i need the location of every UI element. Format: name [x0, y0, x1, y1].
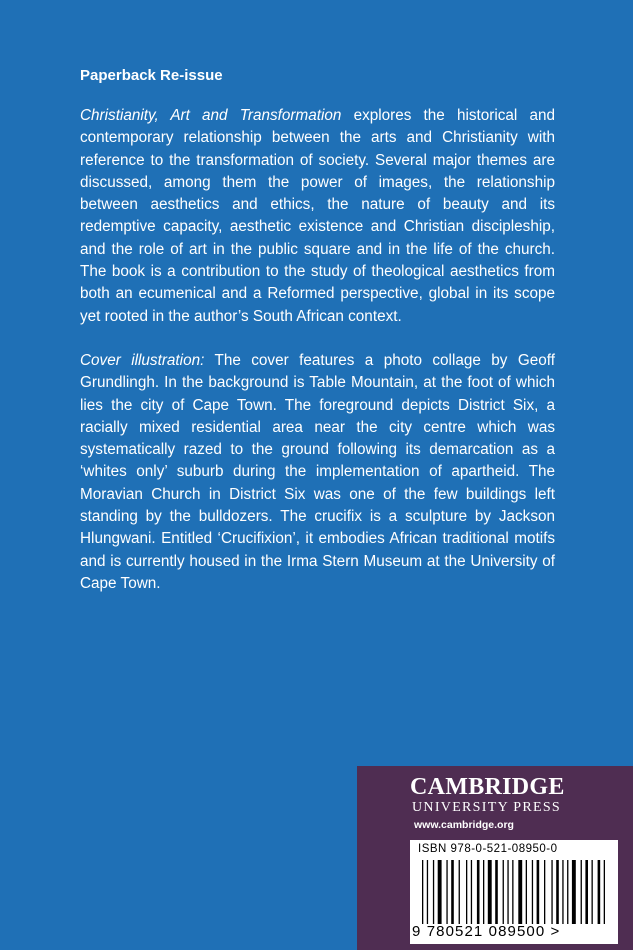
barcode-bar	[495, 860, 498, 924]
barcode-bar	[518, 860, 522, 924]
barcode-bar	[556, 860, 559, 924]
barcode	[410, 840, 618, 944]
barcode-bar	[544, 860, 545, 924]
barcode-bar	[438, 860, 442, 924]
cover-illustration-lead: Cover illustration:	[80, 351, 205, 369]
publisher-name: CAMBRIDGE	[410, 774, 565, 800]
barcode-bar	[459, 860, 460, 924]
barcode-bar	[433, 860, 434, 924]
publisher-subtitle: UNIVERSITY PRESS	[412, 800, 562, 815]
barcode-bar	[562, 860, 563, 924]
publisher-panel	[357, 766, 633, 950]
barcode-bar	[503, 860, 504, 924]
barcode-bar	[422, 860, 423, 924]
barcode-bar	[471, 860, 472, 924]
barcode-bar	[427, 860, 428, 924]
barcode-bar	[477, 860, 480, 924]
barcode-bar	[483, 860, 484, 924]
barcode-bar	[567, 860, 568, 924]
reissue-heading: Paperback Re-issue	[80, 67, 223, 84]
book-title: Christianity, Art and Transformation	[80, 107, 342, 124]
barcode-bar	[572, 860, 576, 924]
barcode-bar	[532, 860, 533, 924]
description-paragraph	[80, 105, 555, 328]
barcode-bars	[416, 860, 612, 924]
blurb	[80, 66, 555, 617]
barcode-bar	[466, 860, 467, 924]
barcode-bar	[488, 860, 492, 924]
description-text: explores the historical and contemporary relationship between the arts and Christianity with reference to the transformation of society. Several major themes are discussed, among them the power of images, the relationship between aesthetics and ethics, the nature of beauty and its redemptive capacity, aesthetic existence and Christian discipleship, and the role of art in the public square and in the life of the church. The book is a contribution to the study of theological aesthetics from both an ecumenical and a Reformed perspective, global in its scope yet rooted in the author’s South African context.	[80, 107, 555, 325]
barcode-bar	[585, 860, 588, 924]
cover-illustration-text: The cover features a photo collage by Geoff Grundlingh. In the background is Table Mountain, at the foot of which lies the city of Cape Town. The foreground depicts District Six, a racially mixed residential area near the city centre which was systematically razed to the ground following its demarcation as a ‘whites only’ suburb during the implementation of apartheid. The Moravian Church in District Six was one of the few buildings left standing by the bulldozers. The crucifix is a sculpture by Jackson Hlungwani. Entitled ‘Crucifixion’, it embodies African traditional motifs and is currently housed in the Irma Stern Museum at the University of Cape Town.	[80, 351, 555, 592]
barcode-bar	[512, 860, 513, 924]
cover-illustration-paragraph	[80, 350, 555, 595]
barcode-bar	[551, 860, 552, 924]
barcode-bar	[598, 860, 601, 924]
publisher-url: www.cambridge.org	[414, 819, 514, 831]
barcode-bar	[581, 860, 582, 924]
isbn-label: ISBN 978-0-521-08950-0	[418, 843, 558, 855]
barcode-bar	[604, 860, 605, 924]
barcode-bar	[446, 860, 447, 924]
barcode-bar	[592, 860, 593, 924]
barcode-bar	[537, 860, 540, 924]
barcode-digits: 9 780521 089500 >	[412, 923, 561, 940]
barcode-bar	[526, 860, 527, 924]
barcode-bar	[507, 860, 508, 924]
barcode-bar	[451, 860, 454, 924]
